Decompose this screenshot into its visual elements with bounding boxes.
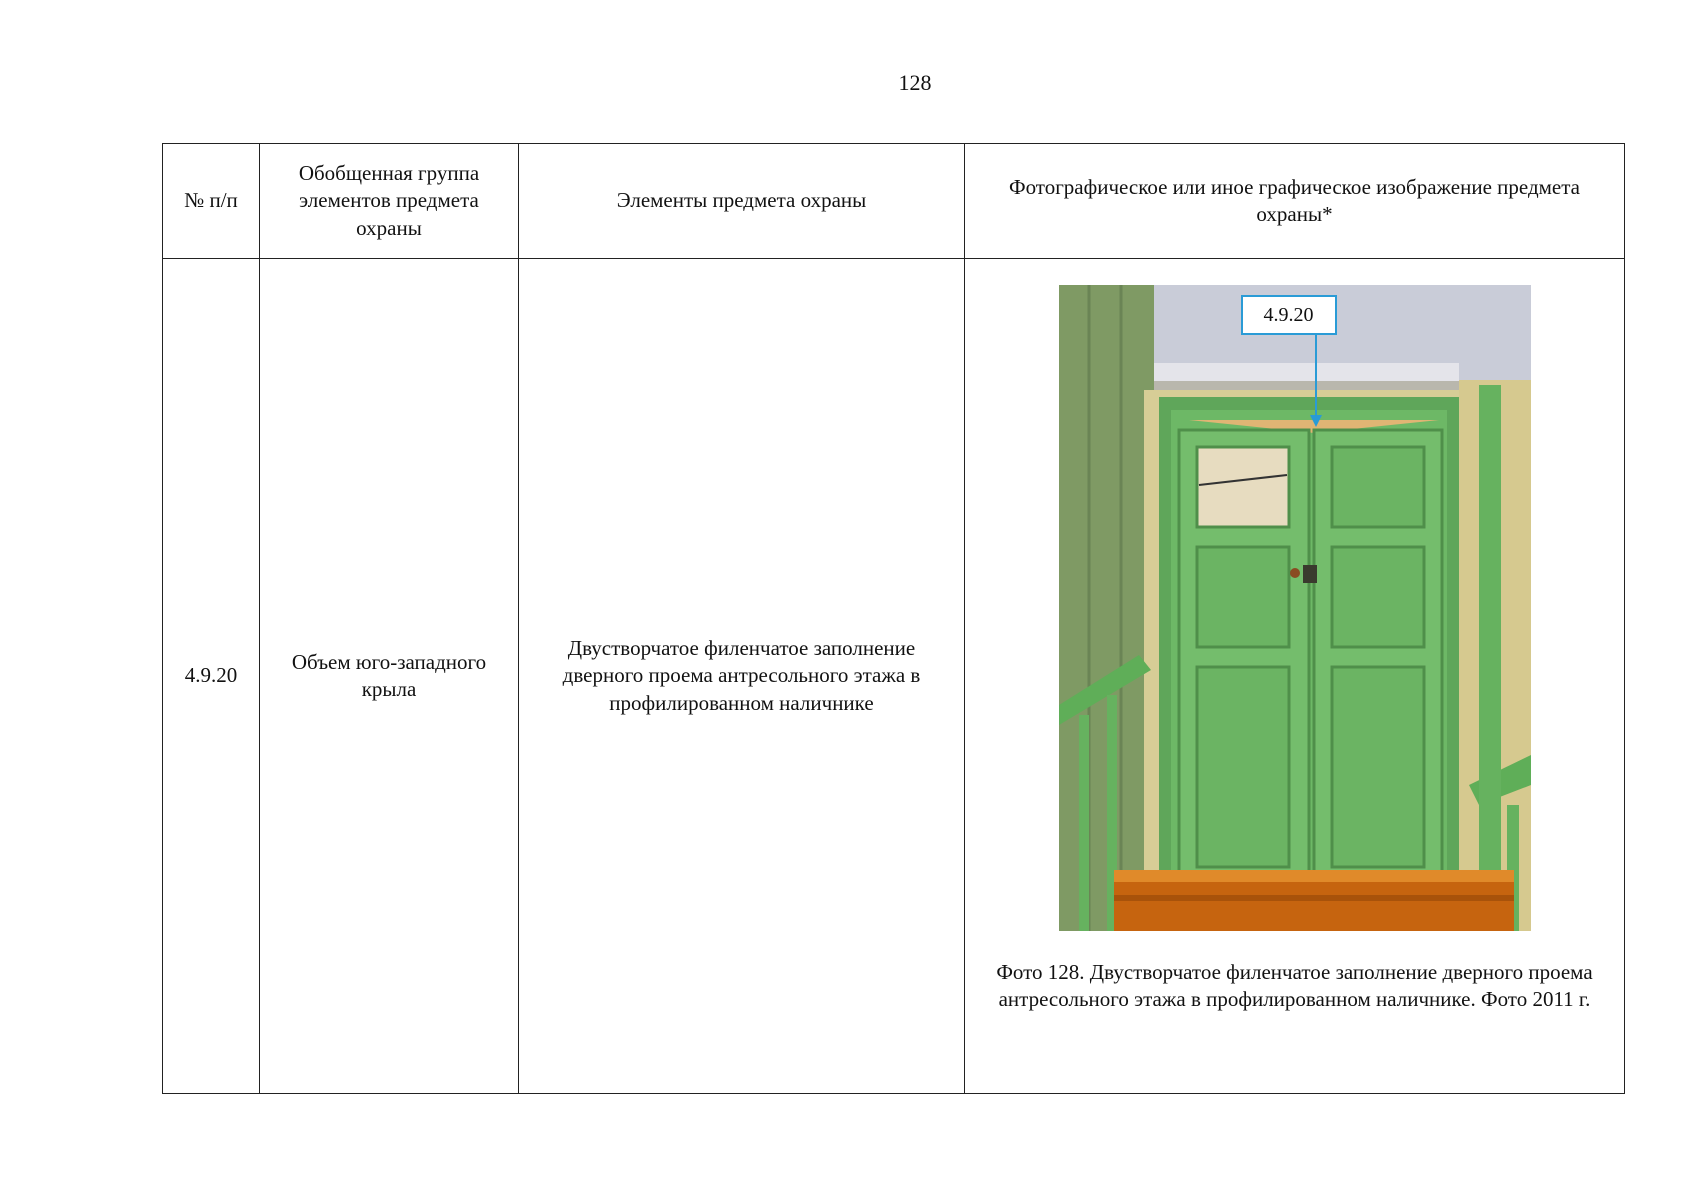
cell-group: Объем юго-западного крыла: [260, 259, 519, 1094]
table-header-row: [163, 144, 1625, 259]
protection-items-table: [162, 143, 1625, 1094]
door-photo-illustration: [1059, 285, 1531, 931]
table-row: [163, 259, 1625, 1094]
cell-elements: Двустворчатое филенчатое заполнение дверного проема антресольного этажа в профилированном наличнике: [519, 259, 965, 1094]
header-elements: Элементы предмета охраны: [519, 144, 965, 259]
header-group: Обобщенная группа элементов предмета охраны: [260, 144, 519, 259]
page-number: 128: [898, 70, 932, 95]
header-image: Фотографическое или иное графическое изображение предмета охраны*: [965, 144, 1625, 259]
cell-number: 4.9.20: [163, 259, 260, 1094]
header-number: № п/п: [163, 144, 260, 259]
door-photo: [1059, 285, 1531, 931]
photo-caption: Фото 128. Двустворчатое филенчатое заполнение дверного проема антресольного этажа в профилированном наличнике. Фото 2011 г.: [996, 960, 1593, 1012]
photo-callout-label: 4.9.20: [1241, 295, 1337, 335]
cell-image: [965, 259, 1625, 1094]
